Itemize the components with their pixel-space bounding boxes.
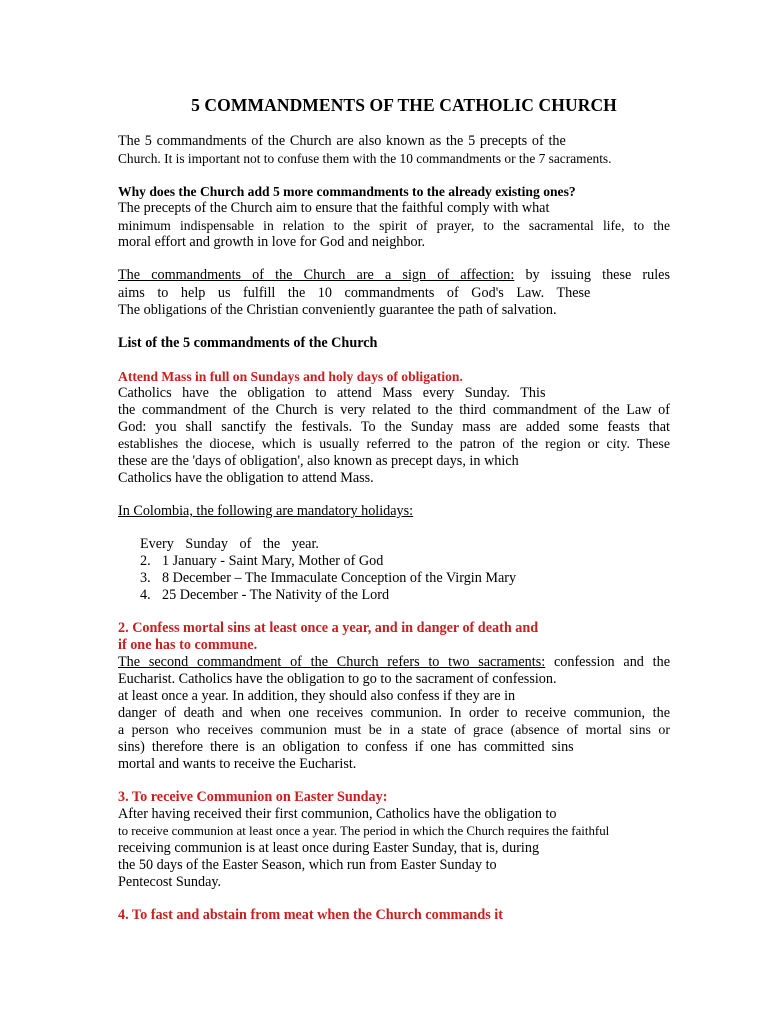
holiday-item [140, 587, 389, 604]
holiday-text: 8 December – The Immaculate Conception of the Virgin Mary [162, 570, 517, 586]
list-heading: List of the 5 commandments of the Church [118, 335, 378, 351]
commandment-3-line: Pentecost Sunday. [118, 874, 222, 890]
affection-rest: by issuing these rules [514, 267, 670, 283]
commandment-1-line: Catholics have the obligation to attend Mass. [118, 470, 374, 486]
holiday-text: 1 January - Saint Mary, Mother of God [162, 553, 384, 569]
commandment-1-line: Catholics have the obligation to attend Mass every Sunday. This [118, 385, 546, 401]
commandment-1-line: these are the 'days of obligation', also known as precept days, in which [118, 453, 519, 469]
commandment-3-heading: 3. To receive Communion on Easter Sunday: [118, 789, 388, 805]
why-body-line: moral effort and growth in love for God and neighbor. [118, 234, 426, 250]
commandment-3-line: to receive communion at least once a year. The period in which the Church requires the faithful [118, 824, 610, 838]
commandment-1-heading: Attend Mass in full on Sundays and holy days of obligation. [118, 369, 463, 384]
commandment-2-heading: if one has to commune. [118, 637, 258, 653]
commandment-3-line: receiving communion is at least once during Easter Sunday, that is, during [118, 840, 540, 856]
why-body-line: minimum indispensable in relation to the spirit of prayer, to the sacramental life, to the [118, 218, 670, 233]
commandment-2-heading: 2. Confess mortal sins at least once a year, and in danger of death and [118, 620, 539, 636]
affection-body-line: aims to help us fulfill the 10 commandments of God's Law. These [118, 285, 591, 301]
colombia-heading: In Colombia, the following are mandatory holidays: [118, 503, 414, 519]
affection-line [118, 267, 670, 284]
commandment-1-line: the commandment of the Church is very related to the third commandment of the Law of [118, 402, 670, 418]
commandment-1-line: establishes the diocese, which is usually referred to the patron of the region or city. These [118, 437, 670, 452]
holiday-number: 3. [140, 570, 151, 586]
commandment-2-line: danger of death and when one receives communion. In order to receive communion, the [118, 705, 670, 721]
commandment-2-line: sins) therefore there is an obligation to confess if one has committed sins [118, 739, 574, 755]
commandment-3-line: After having received their first communion, Catholics have the obligation to [118, 806, 557, 822]
affection-underlined: The commandments of the Church are a sign of affection: [118, 267, 515, 283]
holiday-item: Every Sunday of the year. [140, 536, 319, 552]
commandment-2-line: mortal and wants to receive the Eucharist. [118, 756, 357, 772]
why-body-line: The precepts of the Church aim to ensure that the faithful comply with what [118, 200, 550, 216]
commandment-2-line: at least once a year. In addition, they should also confess if they are in [118, 688, 516, 704]
why-heading: Why does the Church add 5 more commandments to the already existing ones? [118, 184, 576, 199]
holiday-item [140, 570, 516, 587]
intro-line: Church. It is important not to confuse them with the 10 commandments or the 7 sacraments. [118, 151, 612, 166]
holiday-text: 25 December - The Nativity of the Lord [162, 587, 390, 603]
affection-body-line: The obligations of the Christian conveniently guarantee the path of salvation. [118, 302, 557, 318]
commandment-1-line: God: you shall sanctify the festivals. To the Sunday mass are added some feasts that [118, 419, 670, 435]
page-title: 5 COMMANDMENTS OF THE CATHOLIC CHURCH [191, 95, 617, 115]
commandment-2-rest: confession and the [545, 654, 670, 670]
holiday-number: 2. [140, 553, 151, 569]
commandment-3-line: the 50 days of the Easter Season, which run from Easter Sunday to [118, 857, 497, 873]
commandment-2-line: Eucharist. Catholics have the obligation to go to the sacrament of confession. [118, 671, 557, 687]
commandment-2-line [118, 654, 670, 671]
commandment-4-heading: 4. To fast and abstain from meat when the Church commands it [118, 907, 503, 923]
holiday-number: 4. [140, 587, 151, 603]
commandment-2-line: a person who receives communion must be in a state of grace (absence of mortal sins or [118, 723, 670, 738]
holiday-item [140, 553, 383, 570]
intro-line: The 5 commandments of the Church are also known as the 5 precepts of the [118, 133, 566, 149]
commandment-2-underlined: The second commandment of the Church refers to two sacraments: [118, 654, 546, 670]
